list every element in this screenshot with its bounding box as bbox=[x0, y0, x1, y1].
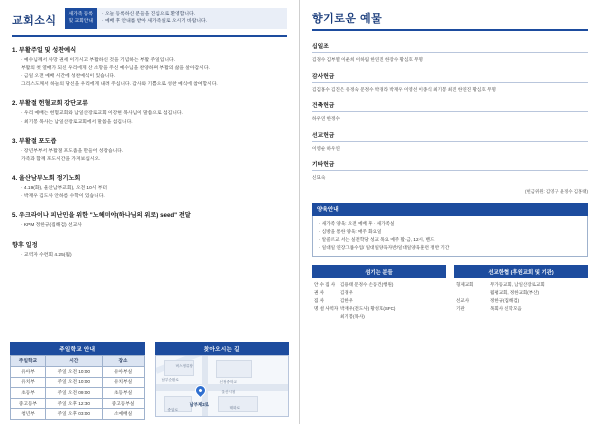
newcomer-banner bbox=[65, 8, 287, 29]
map[interactable] bbox=[155, 355, 290, 417]
offering-title: 십일조 bbox=[312, 41, 588, 53]
staff-role bbox=[314, 313, 340, 321]
notice-list bbox=[12, 45, 287, 231]
left-bottom-row bbox=[0, 342, 299, 420]
cell-department: 유치부 bbox=[11, 377, 46, 388]
table-row bbox=[11, 367, 145, 378]
nurture-guide-line: · 새가족 양육: 오전 예배 후 · 새가족실 bbox=[319, 220, 395, 226]
newcomer-banner-label bbox=[65, 8, 98, 29]
partner-row bbox=[456, 281, 586, 289]
upcoming-schedule-heading: 향후 일정 bbox=[12, 242, 38, 250]
cell-department: 유아부 bbox=[11, 367, 46, 378]
staff-row bbox=[314, 289, 444, 297]
staff-row bbox=[314, 297, 444, 305]
notice-line: 그리스도께서 하늘의 당신을 우리에게 내려 주십니다. 감사와 기쁨으로 성찬 예식에 참여합시다. bbox=[21, 82, 218, 88]
newcomer-banner-body-line-1: · 오늘 등록하신 분들을 진심으로 환영합니다. bbox=[102, 12, 196, 17]
notice-body bbox=[12, 222, 287, 230]
left-inner bbox=[0, 0, 299, 261]
notice-item bbox=[12, 45, 287, 90]
notice-number: 5. bbox=[12, 212, 18, 220]
offering-block bbox=[312, 41, 588, 64]
notice-line: 부활의 첫 열매가 되신 우리에게 산 소망을 주신 예수님을 찬양하며 부활의 삶을 살아갑시다. bbox=[21, 65, 210, 71]
staff-names: 김경우 bbox=[340, 290, 354, 296]
notice-line: 가족과 함께 포도시간을 가져보십시오. bbox=[21, 156, 101, 162]
cell-time: 주일 오전 10:00 bbox=[45, 377, 102, 388]
newcomer-banner-body-line-2: · 예배 후 안내를 받아 새가족실로 오시기 바랍니다. bbox=[102, 19, 207, 25]
table-row bbox=[11, 398, 145, 409]
partner-type bbox=[456, 289, 490, 297]
directions-panel bbox=[155, 342, 290, 420]
offering-block bbox=[312, 100, 588, 123]
partner-type: 형제교회 bbox=[456, 282, 474, 288]
notice-number: 1. bbox=[12, 46, 18, 54]
partner-row bbox=[456, 297, 586, 305]
notice-line: · 예수님께서 사망 권세 이기시고 부활하신 것을 기념하는 부활 주일입니다. bbox=[21, 57, 175, 63]
staff-body bbox=[312, 278, 446, 321]
nurture-guide-header: 양육안내 bbox=[312, 203, 588, 216]
partner-names: 정한규(집해검) bbox=[490, 298, 520, 304]
offering-body bbox=[312, 56, 588, 64]
notice-title-text: 울산남부노회 정기노회 bbox=[18, 174, 81, 182]
notice-body bbox=[12, 148, 287, 164]
table-header-row bbox=[11, 356, 145, 367]
table-row bbox=[11, 388, 145, 399]
mission-partners-body bbox=[454, 278, 588, 313]
nurture-guide-line: · 심방을 통한 양육: 매주 화요일 bbox=[319, 228, 382, 234]
right-column bbox=[300, 0, 600, 424]
cell-place: 유아부실 bbox=[102, 367, 144, 378]
partner-type: 기관 bbox=[456, 306, 465, 312]
notice-body bbox=[12, 185, 287, 201]
right-page-title: 향기로운 예물 bbox=[312, 13, 383, 25]
notice-title bbox=[12, 45, 287, 54]
cell-time: 주일 오전 09:00 bbox=[45, 388, 102, 399]
staff-panel bbox=[312, 265, 446, 321]
right-bottom-row bbox=[312, 265, 588, 321]
offering-block bbox=[312, 130, 588, 153]
notice-number: 3. bbox=[12, 137, 18, 145]
cell-time: 주일 오전 10:00 bbox=[45, 367, 102, 378]
right-inner bbox=[300, 0, 600, 321]
offering-line: 하우연 한정수 bbox=[312, 116, 340, 122]
notice-line: · 금일 오전 예배 시간에 성찬예식이 있습니다. bbox=[21, 74, 116, 80]
offering-title: 기타헌금 bbox=[312, 159, 588, 171]
notice-item bbox=[12, 210, 287, 230]
partner-names: 목회사 신학모음 bbox=[490, 306, 522, 312]
cell-place: 초등부실 bbox=[102, 388, 144, 399]
table-row bbox=[11, 409, 145, 420]
offering-body bbox=[312, 115, 588, 123]
offering-line: 이영순 하우연 bbox=[312, 145, 340, 151]
cell-time: 주일 오후 03:00 bbox=[45, 409, 102, 420]
offering-line: 김경수 김부열 이운희 이하림 한연진 한장수 황심호 무명 bbox=[312, 57, 424, 62]
cell-department: 초등부 bbox=[11, 388, 46, 399]
notice-title bbox=[12, 173, 287, 182]
notice-title bbox=[12, 98, 287, 107]
map-label: 태화로 bbox=[229, 406, 240, 411]
staff-row bbox=[314, 305, 444, 313]
offering-title: 건축헌금 bbox=[312, 100, 588, 112]
newcomer-banner-label-line-2: 및 교회안내 bbox=[68, 19, 94, 25]
map-block bbox=[216, 360, 252, 378]
offering-title: 감사헌금 bbox=[312, 71, 588, 83]
staff-role: 안 수 집 사 bbox=[314, 282, 336, 288]
notice-item bbox=[12, 136, 287, 164]
notice-body bbox=[12, 57, 287, 90]
staff-role: 집 사 bbox=[314, 298, 324, 304]
offering-block bbox=[312, 159, 588, 182]
nurture-guide-body bbox=[312, 216, 588, 257]
directions-header: 찾아오시는 길 bbox=[155, 342, 290, 355]
newcomer-banner-body bbox=[97, 8, 287, 29]
staff-names: 박재우(전도사) 황성호(SFC) bbox=[340, 306, 396, 312]
notice-item bbox=[12, 98, 287, 126]
offering-body bbox=[312, 86, 588, 94]
nurture-guide-line: · 알콜르교 서는 실전학당 성교 목요 예주 활·금, 12시, 밴드 bbox=[319, 236, 435, 242]
staff-role: 권 사 bbox=[314, 290, 324, 296]
sunday-school-header: 주일학교 안내 bbox=[10, 342, 145, 355]
mission-partners-panel bbox=[454, 265, 588, 321]
cell-time: 주일 오후 12:30 bbox=[45, 398, 102, 409]
staff-names: 최기봉(목사) bbox=[340, 314, 365, 320]
notice-title-text: 부활주일 및 성찬예식 bbox=[18, 46, 77, 54]
staff-row bbox=[314, 313, 444, 321]
offering-block bbox=[312, 71, 588, 94]
offering-line: 신묘숙 bbox=[312, 175, 326, 181]
staff-names: 김한우 bbox=[340, 298, 354, 304]
map-label: 신정중학교 bbox=[219, 380, 237, 385]
nurture-guide-box bbox=[312, 203, 588, 257]
left-page-title: 교회소식 bbox=[12, 15, 57, 27]
partner-row bbox=[456, 289, 586, 297]
notice-line: · 최기봉 목사는 남일산장로교회에서 말씀을 섬깁니다. bbox=[21, 119, 133, 125]
notice-title-text: 우크라이나 피난민을 위한 "노헤미야(하나님의 위로) seed" 전달 bbox=[18, 212, 191, 220]
column-header: 시간 bbox=[45, 356, 102, 367]
notice-body bbox=[12, 110, 287, 126]
partner-names: 월평교회, 정한교회(부산) bbox=[490, 290, 539, 296]
notice-number: 4. bbox=[12, 174, 18, 182]
cell-place: 소예배실 bbox=[102, 409, 144, 420]
sunday-school-table bbox=[10, 355, 145, 420]
right-header bbox=[312, 8, 588, 31]
table-row bbox=[11, 377, 145, 388]
staff-role: 명 설 사역자 bbox=[314, 306, 339, 312]
sunday-school-panel bbox=[10, 342, 145, 420]
notice-title bbox=[12, 136, 287, 145]
notice-number: 2. bbox=[12, 100, 18, 108]
partner-names: 무가등교회, 남일산장로교회 bbox=[490, 282, 545, 288]
offering-title: 선교헌금 bbox=[312, 130, 588, 142]
column-header: 장소 bbox=[102, 356, 144, 367]
map-label: 버스정류장 bbox=[175, 364, 193, 369]
mission-partners-header: 선교한협 (후원교회 및 기관) bbox=[454, 265, 588, 278]
staff-row bbox=[314, 281, 444, 289]
notice-line: · KPM 정한규(집해검) 선교사 bbox=[21, 223, 82, 229]
offering-line: 김김홍수 김진은 유정숙 문정수 박경라 박재우 이영선 이종식 최기봉 최진 한연진 황심호 무명 bbox=[312, 86, 496, 92]
column-header: 주일학교 bbox=[11, 356, 46, 367]
offering-committee-note: (헌금위원: 김영구 윤정수 김홍태) bbox=[525, 188, 588, 194]
newcomer-banner-label-line-1: 새가족 등록 bbox=[68, 12, 94, 17]
map-label: 중앙로 bbox=[167, 408, 178, 413]
notice-title-text: 부활절 포도즙 bbox=[18, 137, 57, 145]
staff-header: 섬기는 분들 bbox=[312, 265, 446, 278]
cell-department: 청년부 bbox=[11, 409, 46, 420]
nurture-guide-line: · 일대일 연장그룹수업/ 일대일양육자반/일대일양육훈련 정반 기간 bbox=[319, 244, 450, 250]
partner-type: 선교사 bbox=[456, 298, 470, 304]
notice-title-text: 부활절 헌혈교회 강단교류 bbox=[18, 100, 89, 108]
upcoming-schedule-line: · 교역자 수련회 4.25(월) bbox=[21, 253, 72, 259]
notice-line: · 박재우 김도사 안하름 수학이 있습니다. bbox=[21, 194, 105, 200]
map-label: 남부순환로 bbox=[161, 378, 179, 383]
left-header-rule bbox=[12, 35, 287, 37]
notice-line: · 4.19(화), 울산남부교회), 오전 10시 부터 bbox=[21, 185, 107, 191]
upcoming-schedule-body bbox=[12, 252, 287, 260]
notice-title bbox=[12, 210, 287, 219]
cell-department: 중고등부 bbox=[11, 398, 46, 409]
map-place-name: 남부제2로 bbox=[189, 402, 209, 408]
map-label: 울산시청 bbox=[221, 390, 236, 395]
offering-body bbox=[312, 145, 588, 153]
offering-body bbox=[312, 174, 588, 182]
cell-place: 중고등부실 bbox=[102, 398, 144, 409]
cell-place: 유치부실 bbox=[102, 377, 144, 388]
staff-names: 김용태 문정수 손동건(행원) bbox=[340, 282, 394, 288]
left-header bbox=[12, 8, 287, 29]
notice-item bbox=[12, 173, 287, 201]
notice-line: · 우리 예배는 헌혈교회와 남일산장로교회 이강현 목사님이 말씀으로 섬깁니다. bbox=[21, 111, 183, 117]
partner-row bbox=[456, 305, 586, 313]
notice-line: · 장년부부서 부활절 포도즙을 만들어 성장습니다. bbox=[21, 148, 124, 154]
